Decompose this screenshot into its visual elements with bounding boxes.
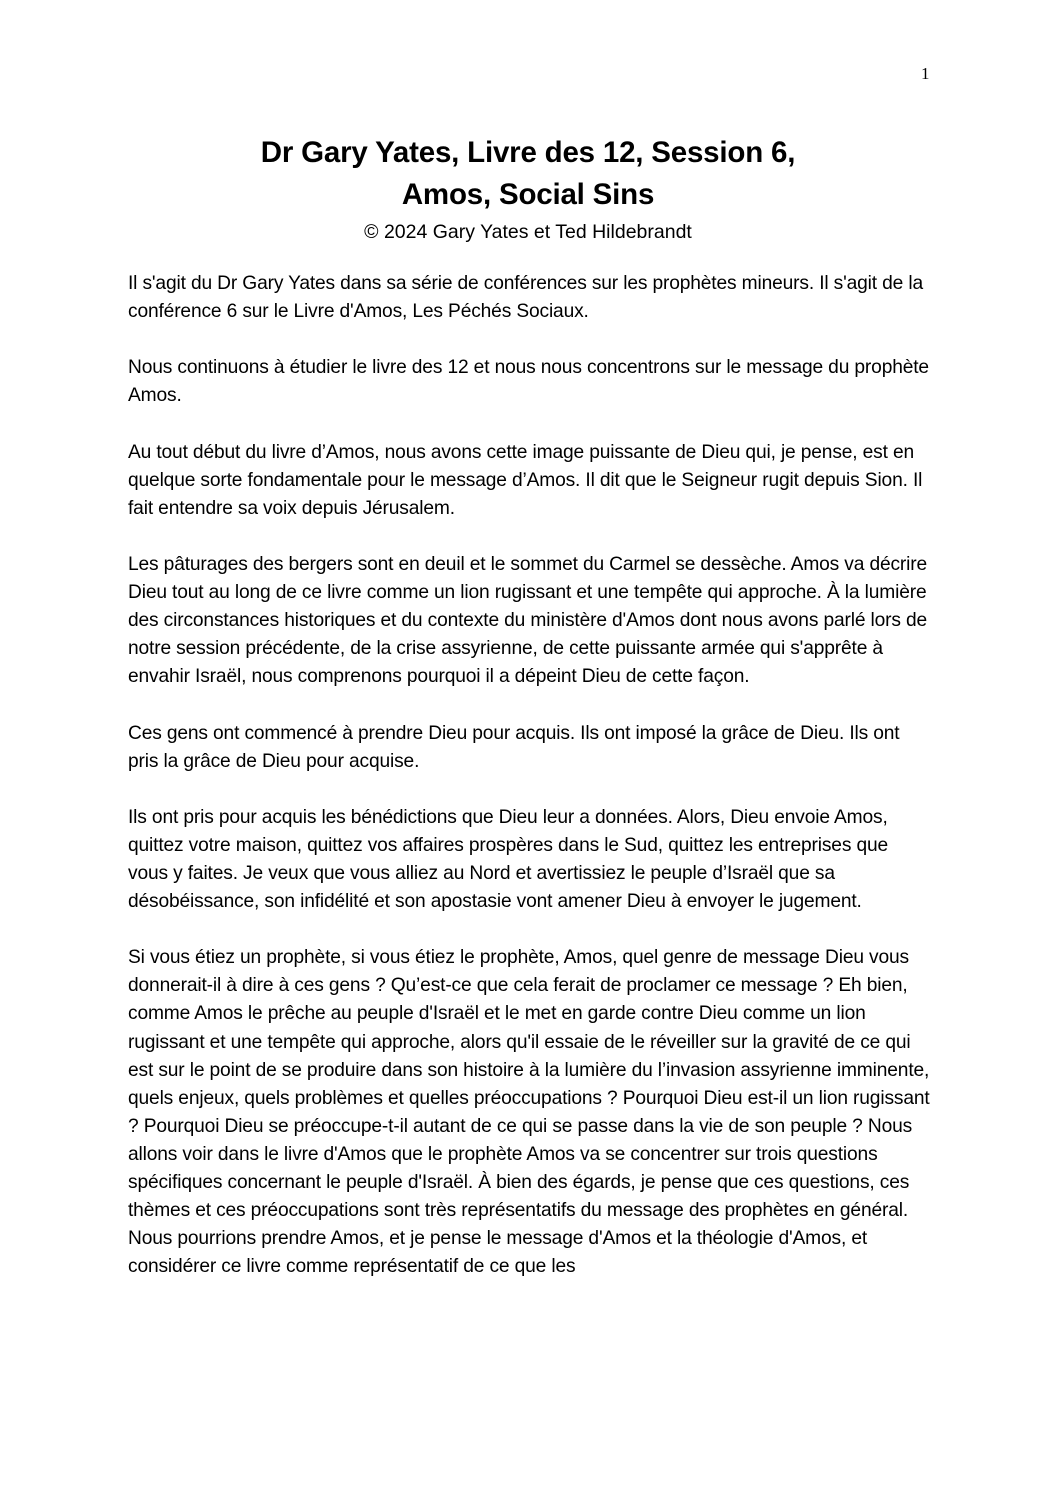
paragraph: Si vous étiez un prophète, si vous étiez le prophète, Amos, quel genre de message Dieu vous donnerait-il à dire à ces gens ? Qu’est-ce que cela ferait de proclamer ce message ? Eh bien, comme Amos le prêche au peuple d'Israël et le met en garde contre Dieu comme un lion rugissant et une tempête qui approche, alors qu'il essaie de le réveiller sur la gravité de ce qui est sur le point de se produire dans son histoire à la lumière du l’invasion assyrienne imminente, quels enjeux, quels problèmes et quelles préoccupations ? Pourquoi Dieu est-il un lion rugissant ? Pourquoi Dieu se préoccupe-t-il autant de ce qui se passe dans la vie de son peuple ? Nous allons voir dans le livre d'Amos que le prophète Amos va se concentrer sur trois questions spécifiques concernant le peuple d'Israël. À bien des égards, je pense que ces questions, ces thèmes et ces préoccupations sont très représentatifs du message des prophètes en général. Nous pourrions prendre Amos, et je pense le message d'Amos et la théologie d'Amos, et considérer ce livre comme représentatif de ce que les (128, 947, 930, 1278)
document-title-line-1: Dr Gary Yates, Livre des 12, Session 6, (260, 136, 796, 169)
paragraph: Au tout début du livre d’Amos, nous avons cette image puissante de Dieu qui, je pense, est en quelque sorte fondamentale pour le message d’Amos. Il dit que le Seigneur rugit depuis Sion. Il fait entendre sa voix depuis Jérusalem. (128, 441, 923, 519)
document-title-line-2: Amos, Social Sins (401, 178, 655, 211)
copyright-line: © 2024 Gary Yates et Ted Hildebrandt (364, 221, 692, 243)
paragraph: Nous continuons à étudier le livre des 12 et nous nous concentrons sur le message du prophète Amos. (128, 357, 929, 407)
paragraph: Ils ont pris pour acquis les bénédictions que Dieu leur a données. Alors, Dieu envoie Amos, quittez votre maison, quittez vos affaires prospères dans le Sud, quittez les entreprises que vous y faites. Je veux que vous alliez au Nord et avertissiez le peuple d’Israël que sa désobéissance, son infidélité et son apostasie vont amener Dieu à envoyer le jugement. (128, 806, 889, 913)
paragraph: Les pâturages des bergers sont en deuil et le sommet du Carmel se dessèche. Amos va décrire Dieu tout au long de ce livre comme un lion rugissant et une tempête qui approche. À la lumière des circonstances historiques et du contexte du ministère d'Amos dont nous avons parlé lors de notre session précédente, de la crise assyrienne, de cette puissante armée qui s'apprête à envahir Israël, nous comprenons pourquoi il a dépeint Dieu de cette façon. (128, 553, 928, 688)
page-number: 1 (921, 64, 930, 83)
document-body (128, 270, 933, 1309)
paragraph: Il s'agit du Dr Gary Yates dans sa série de conférences sur les prophètes mineurs. Il s'agit de la conférence 6 sur le Livre d'Amos, Les Péchés Sociaux. (128, 273, 923, 323)
document-header (128, 132, 928, 246)
paragraph: Ces gens ont commencé à prendre Dieu pour acquis. Ils ont imposé la grâce de Dieu. Ils ont pris la grâce de Dieu pour acquise. (128, 722, 900, 772)
